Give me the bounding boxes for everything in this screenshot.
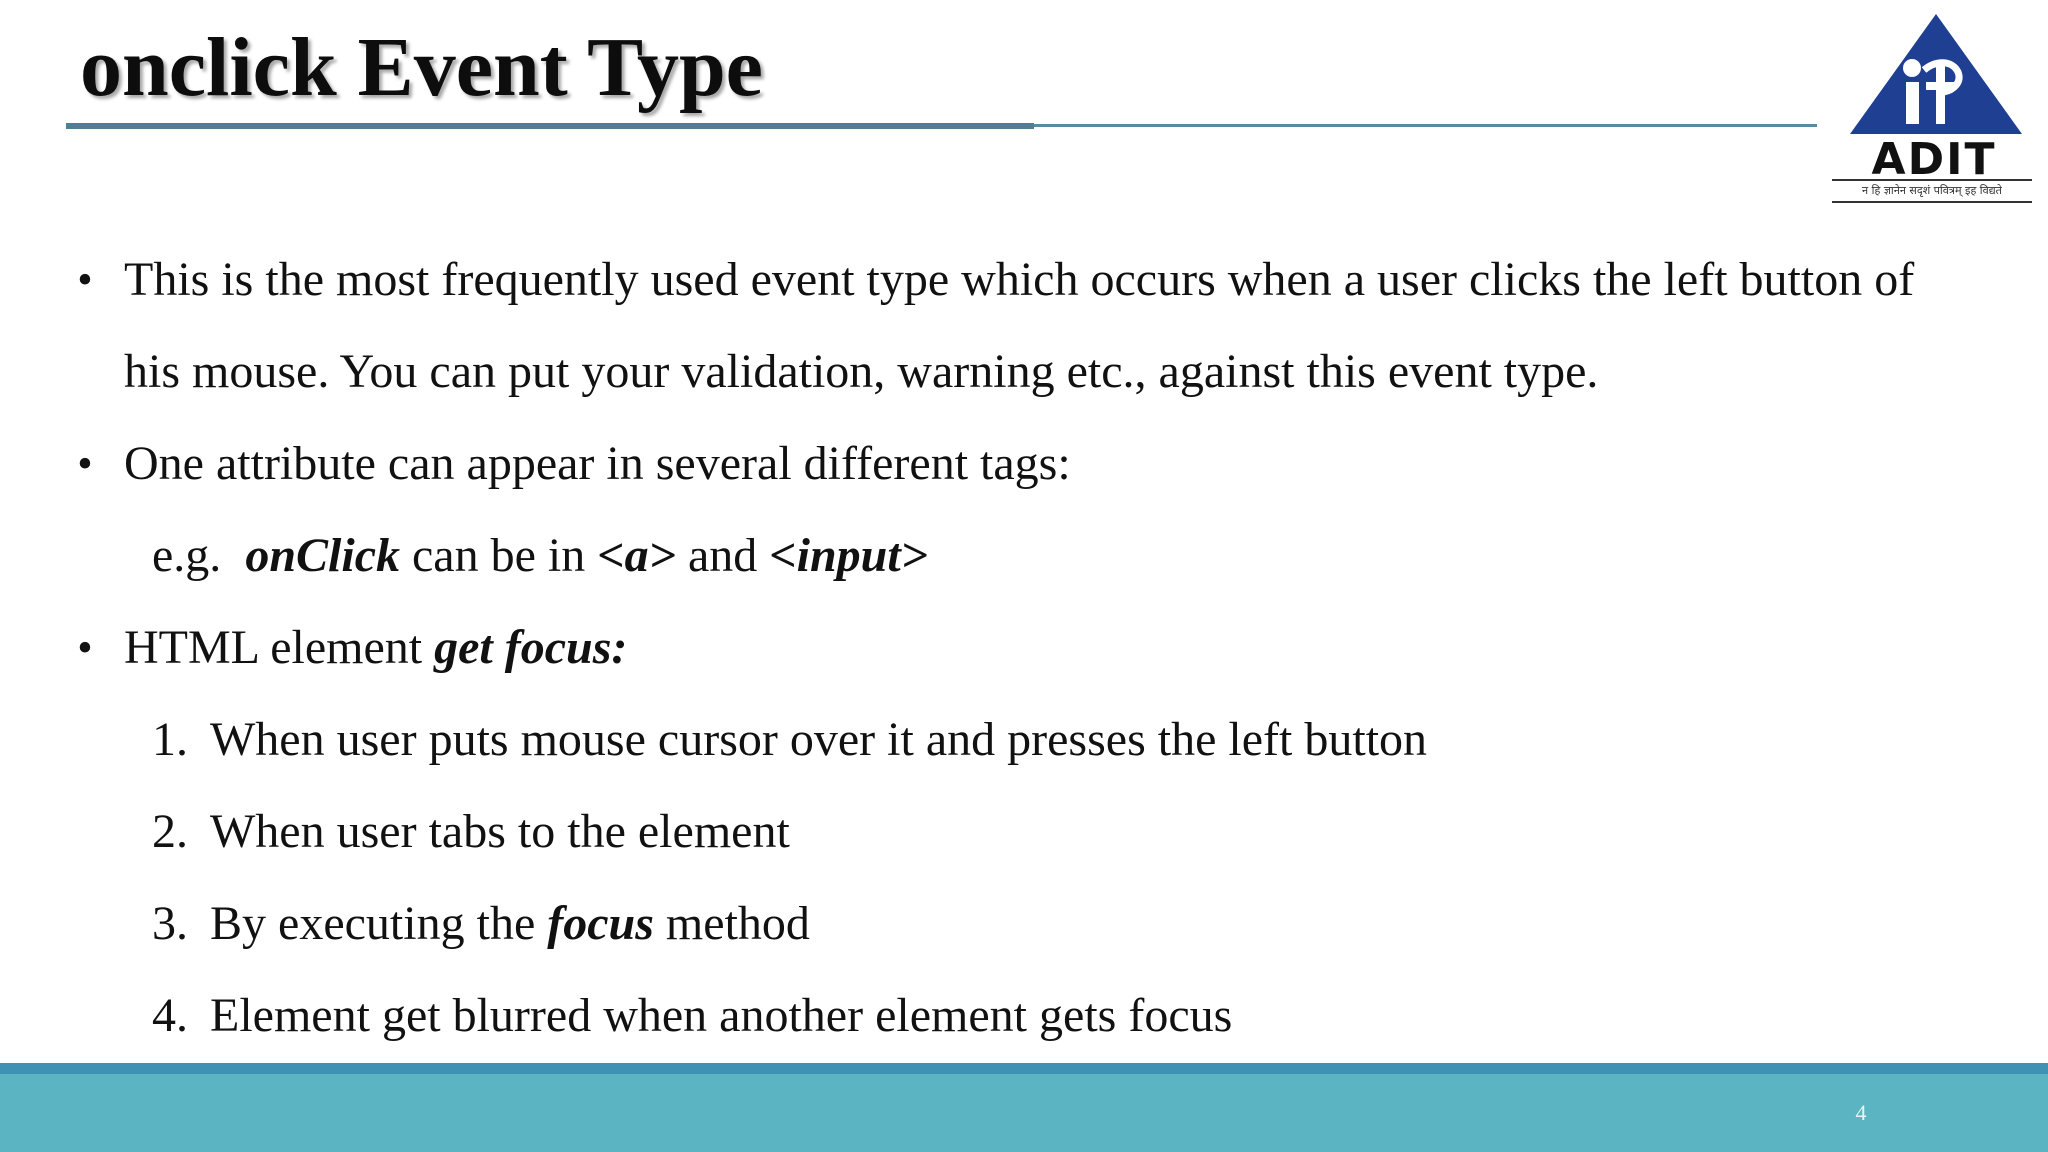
title-underline-thick xyxy=(66,123,1034,129)
footer-bar xyxy=(0,1074,2048,1152)
example-mid-1: can be in xyxy=(400,529,598,582)
list-item-number: 1. xyxy=(152,713,188,766)
example-mid-2: and xyxy=(675,529,770,582)
list-item-text xyxy=(210,878,810,970)
bullet-dot: • xyxy=(77,439,93,488)
title-underline-thin xyxy=(1034,124,1817,127)
footer-stripe xyxy=(0,1063,2048,1074)
list-item-number: 3. xyxy=(152,897,188,950)
list-item-number: 2. xyxy=(152,805,188,858)
list-item xyxy=(0,786,2048,878)
example-code-input: <input> xyxy=(769,529,929,582)
example-prefix: e.g. xyxy=(152,529,246,582)
list-item-pre: By executing the xyxy=(210,897,548,950)
bullet-1-line-2: his mouse. You can put your validation, warning etc., against this event type. xyxy=(124,345,1599,398)
bullet-3-text: HTML element xyxy=(124,621,435,674)
list-item-post: method xyxy=(653,897,810,950)
bullet-2: One attribute can appear in several different tags: xyxy=(124,437,1071,490)
page-number: 4 xyxy=(1855,1100,1867,1125)
list-item-emphasis: focus xyxy=(547,897,654,950)
adit-logo xyxy=(1826,8,2036,208)
list-item-text: Element get blurred when another element gets focus xyxy=(210,989,1233,1042)
list-item xyxy=(0,878,2048,970)
list-item xyxy=(0,970,2048,1062)
bullet-3 xyxy=(124,602,627,694)
logo-text: ADIT xyxy=(1871,134,1997,185)
slide-title: onclick Event Type xyxy=(80,21,763,114)
list-item-number: 4. xyxy=(152,989,188,1042)
bullet-1-line-1: This is the most frequently used event type which occurs when a user clicks the left button of xyxy=(124,253,1915,306)
bullet-3-emphasis: get focus: xyxy=(434,621,628,674)
list-item-text: When user puts mouse cursor over it and presses the left button xyxy=(210,713,1428,766)
list-item-text: When user tabs to the element xyxy=(210,805,790,858)
example-code-a: <a> xyxy=(597,529,676,582)
bullet-dot: • xyxy=(77,255,93,304)
bullet-2-example xyxy=(152,510,928,602)
list-item xyxy=(0,694,2048,786)
logo-tagline: न हि ज्ञानेन सदृशं पवित्रम् इह विद्यते xyxy=(1862,184,2002,197)
example-code-onclick: onClick xyxy=(245,529,400,582)
bullet-dot: • xyxy=(77,623,93,672)
